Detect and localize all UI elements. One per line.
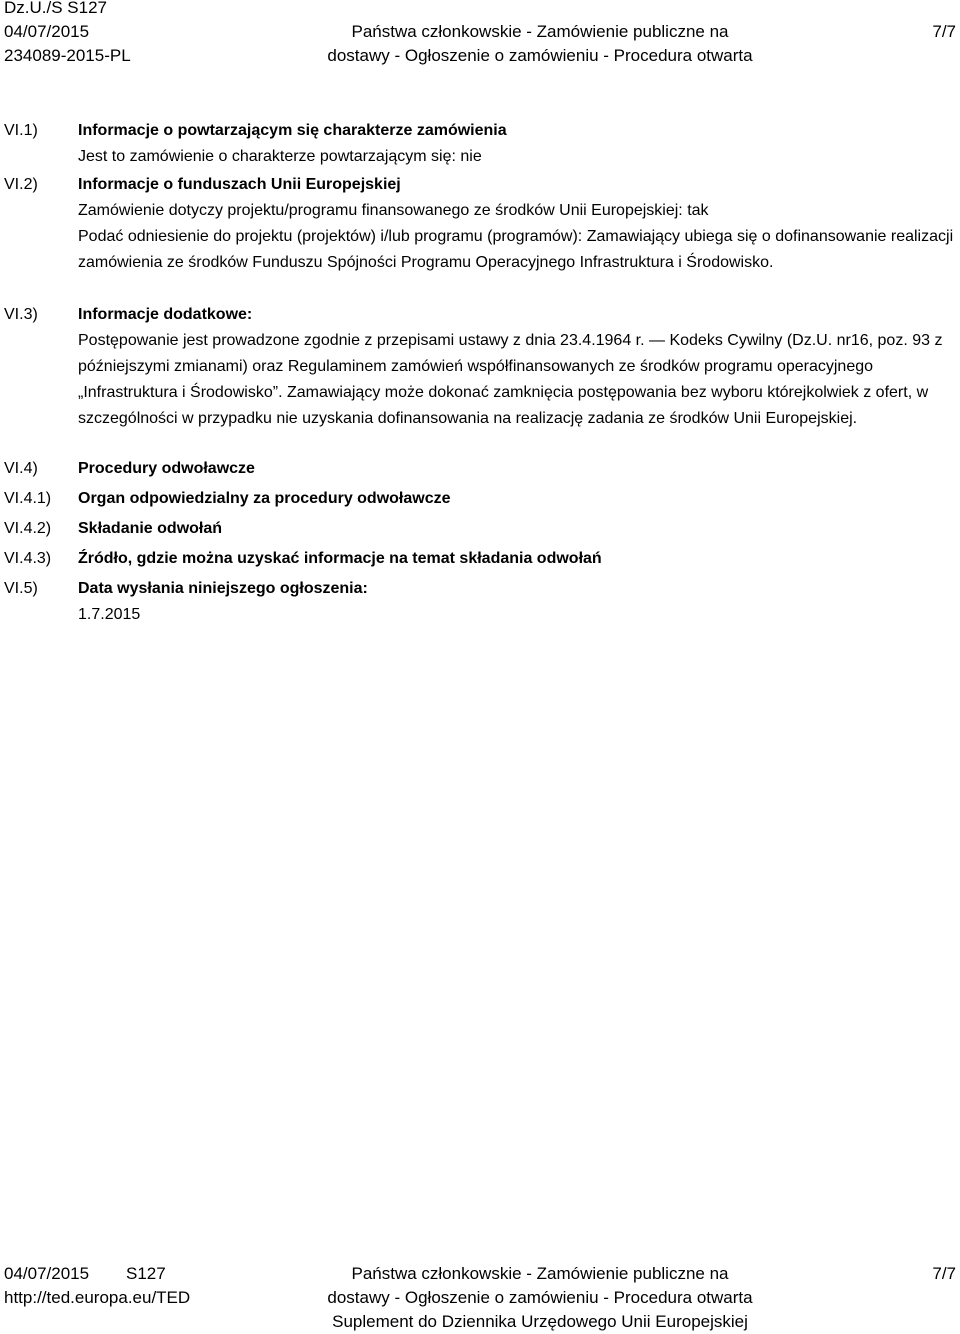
section-vi43 (78, 546, 954, 572)
section-vi1 (78, 118, 954, 170)
header-ref: Dz.U./S S127 (4, 0, 107, 17)
section-text-vi3: Postępowanie jest prowadzone zgodnie z przepisami ustawy z dnia 23.4.1964 r. — Kodeks Cywilny (Dz.U. nr16, poz. 93 z późniejszymi zmianami) oraz Regulaminem zamówień współfinansowanych ze środków programu operacyjnego „Infrastruktura i Środowisko”. Zamawiający może dokonać zamknięcia postępowania bez wyboru którejkolwiek z ofert, w szczególności w przypadku nie uzyskania dofinansowania na realizację zadania ze środków Unii Europejskiej. (78, 332, 943, 427)
footer-title-line3: Suplement do Dziennika Urzędowego Unii Europejskiej (332, 1312, 748, 1331)
section-heading-vi41: Organ odpowiedzialny za procedury odwoławcze (78, 490, 451, 507)
footer-title-line1: Państwa członkowskie - Zamówienie publiczne na (351, 1264, 729, 1283)
section-vi42 (78, 516, 954, 542)
section-num-vi3: VI.3) (4, 306, 38, 323)
section-num-vi4: VI.4) (4, 460, 38, 477)
section-num-vi42: VI.4.2) (4, 520, 52, 537)
section-num-vi5: VI.5) (4, 580, 38, 597)
footer-title-line2: dostawy - Ogłoszenie o zamówieniu - Procedura otwarta (327, 1288, 753, 1307)
section-num-vi41: VI.4.1) (4, 490, 52, 507)
footer-supplement: S127 (126, 1264, 166, 1283)
header-title (290, 21, 790, 67)
section-heading-vi1: Informacje o powtarzającym się charakterze zamówienia (78, 122, 507, 139)
section-text-vi1: Jest to zamówienie o charakterze powtarzającym się: nie (78, 148, 482, 165)
section-heading-vi2: Informacje o funduszach Unii Europejskiej (78, 176, 401, 193)
footer-url[interactable]: http://ted.europa.eu/TED (4, 1288, 191, 1307)
header-title-line1: Państwa członkowskie - Zamówienie publiczne na (351, 22, 729, 41)
section-heading-vi42: Składanie odwołań (78, 520, 223, 537)
section-num-vi1: VI.1) (4, 122, 38, 139)
header-notice-id: 234089-2015-PL (4, 46, 131, 65)
section-vi41 (78, 486, 954, 512)
dispatch-date: 1.7.2015 (78, 606, 141, 623)
section-heading-vi4: Procedury odwoławcze (78, 460, 255, 477)
footer-title (290, 1263, 790, 1333)
header-title-line2: dostawy - Ogłoszenie o zamówieniu - Procedura otwarta (327, 46, 753, 65)
section-heading-vi5: Data wysłania niniejszego ogłoszenia: (78, 580, 368, 597)
section-vi2 (78, 172, 954, 276)
footer-date: 04/07/2015 (4, 1264, 90, 1283)
footer-page: 7/7 (932, 1264, 956, 1283)
section-vi3 (78, 302, 954, 432)
header-date: 04/07/2015 (4, 22, 90, 41)
header-page: 7/7 (932, 22, 956, 41)
section-heading-vi43: Źródło, gdzie można uzyskać informacje na temat składania odwołań (78, 550, 602, 567)
section-vi5 (78, 576, 954, 628)
section-num-vi2: VI.2) (4, 176, 38, 193)
section-vi4 (78, 456, 954, 482)
section-text-vi2-reference: Podać odniesienie do projektu (projektów) i/lub programu (programów): Zamawiający ubiega się o dofinansowanie realizacji zamówienia ze środków Funduszu Spójności Programu Operacyjnego Infrastruktura i Środowisko. (78, 228, 954, 271)
section-text-vi2-funding: Zamówienie dotyczy projektu/programu finansowanego ze środków Unii Europejskiej: tak (78, 202, 709, 219)
section-num-vi43: VI.4.3) (4, 550, 52, 567)
section-heading-vi3: Informacje dodatkowe: (78, 306, 253, 323)
